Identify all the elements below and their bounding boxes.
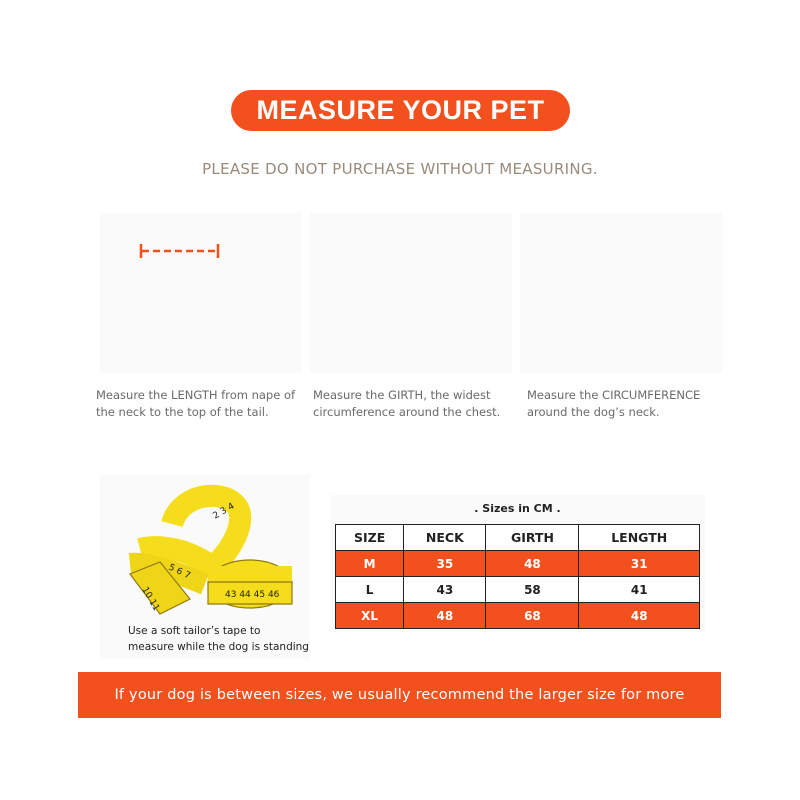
length-cell: 48	[579, 603, 700, 629]
tape-caption-line-1: Use a soft tailor’s tape to	[128, 625, 261, 637]
dog-neck-image	[520, 213, 722, 373]
svg-text:5 6 7: 5 6 7	[166, 562, 192, 582]
table-row	[336, 551, 700, 577]
table-header-row	[336, 525, 700, 551]
girth-cell: 48	[486, 551, 579, 577]
page-title: MEASURE YOUR PET	[231, 90, 570, 131]
dog-length-image	[100, 213, 302, 373]
tape-caption-line-2: measure while the dog is standing	[128, 641, 309, 653]
tape-caption	[128, 623, 328, 655]
table-row	[336, 603, 700, 629]
header-length: LENGTH	[579, 525, 700, 551]
length-cell: 41	[579, 577, 700, 603]
header-neck: NECK	[404, 525, 486, 551]
page-subtitle: PLEASE DO NOT PURCHASE WITHOUT MEASURING.	[202, 160, 598, 178]
neck-illustration	[520, 213, 722, 373]
size-chart-table	[335, 524, 700, 629]
size-cell: M	[336, 551, 404, 577]
dog-girth-image	[310, 213, 512, 373]
header-girth: GIRTH	[486, 525, 579, 551]
svg-text:2 3 4: 2 3 4	[211, 501, 237, 522]
size-chart-title: . Sizes in CM .	[474, 502, 561, 515]
sizing-advice-banner: If your dog is between sizes, we usually recommend the larger size for more coverage	[78, 672, 721, 718]
neck-cell: 35	[404, 551, 486, 577]
length-illustration	[100, 213, 302, 373]
neck-cell: 48	[404, 603, 486, 629]
svg-text:43 44 45 46: 43 44 45 46	[225, 590, 280, 600]
girth-illustration	[310, 213, 512, 373]
girth-caption: Measure the GIRTH, the widest circumference around the chest.	[313, 388, 501, 419]
svg-text:10 11: 10 11	[139, 585, 161, 613]
neck-caption: Measure the CIRCUMFERENCE around the dog’s neck.	[527, 388, 701, 419]
neck-cell: 43	[404, 577, 486, 603]
size-cell: XL	[336, 603, 404, 629]
length-caption: Measure the LENGTH from nape of the neck to the top of the tail.	[96, 388, 296, 419]
girth-cell: 58	[486, 577, 579, 603]
table-row	[336, 577, 700, 603]
girth-cell: 68	[486, 603, 579, 629]
length-cell: 31	[579, 551, 700, 577]
header-size: SIZE	[336, 525, 404, 551]
size-cell: L	[336, 577, 404, 603]
